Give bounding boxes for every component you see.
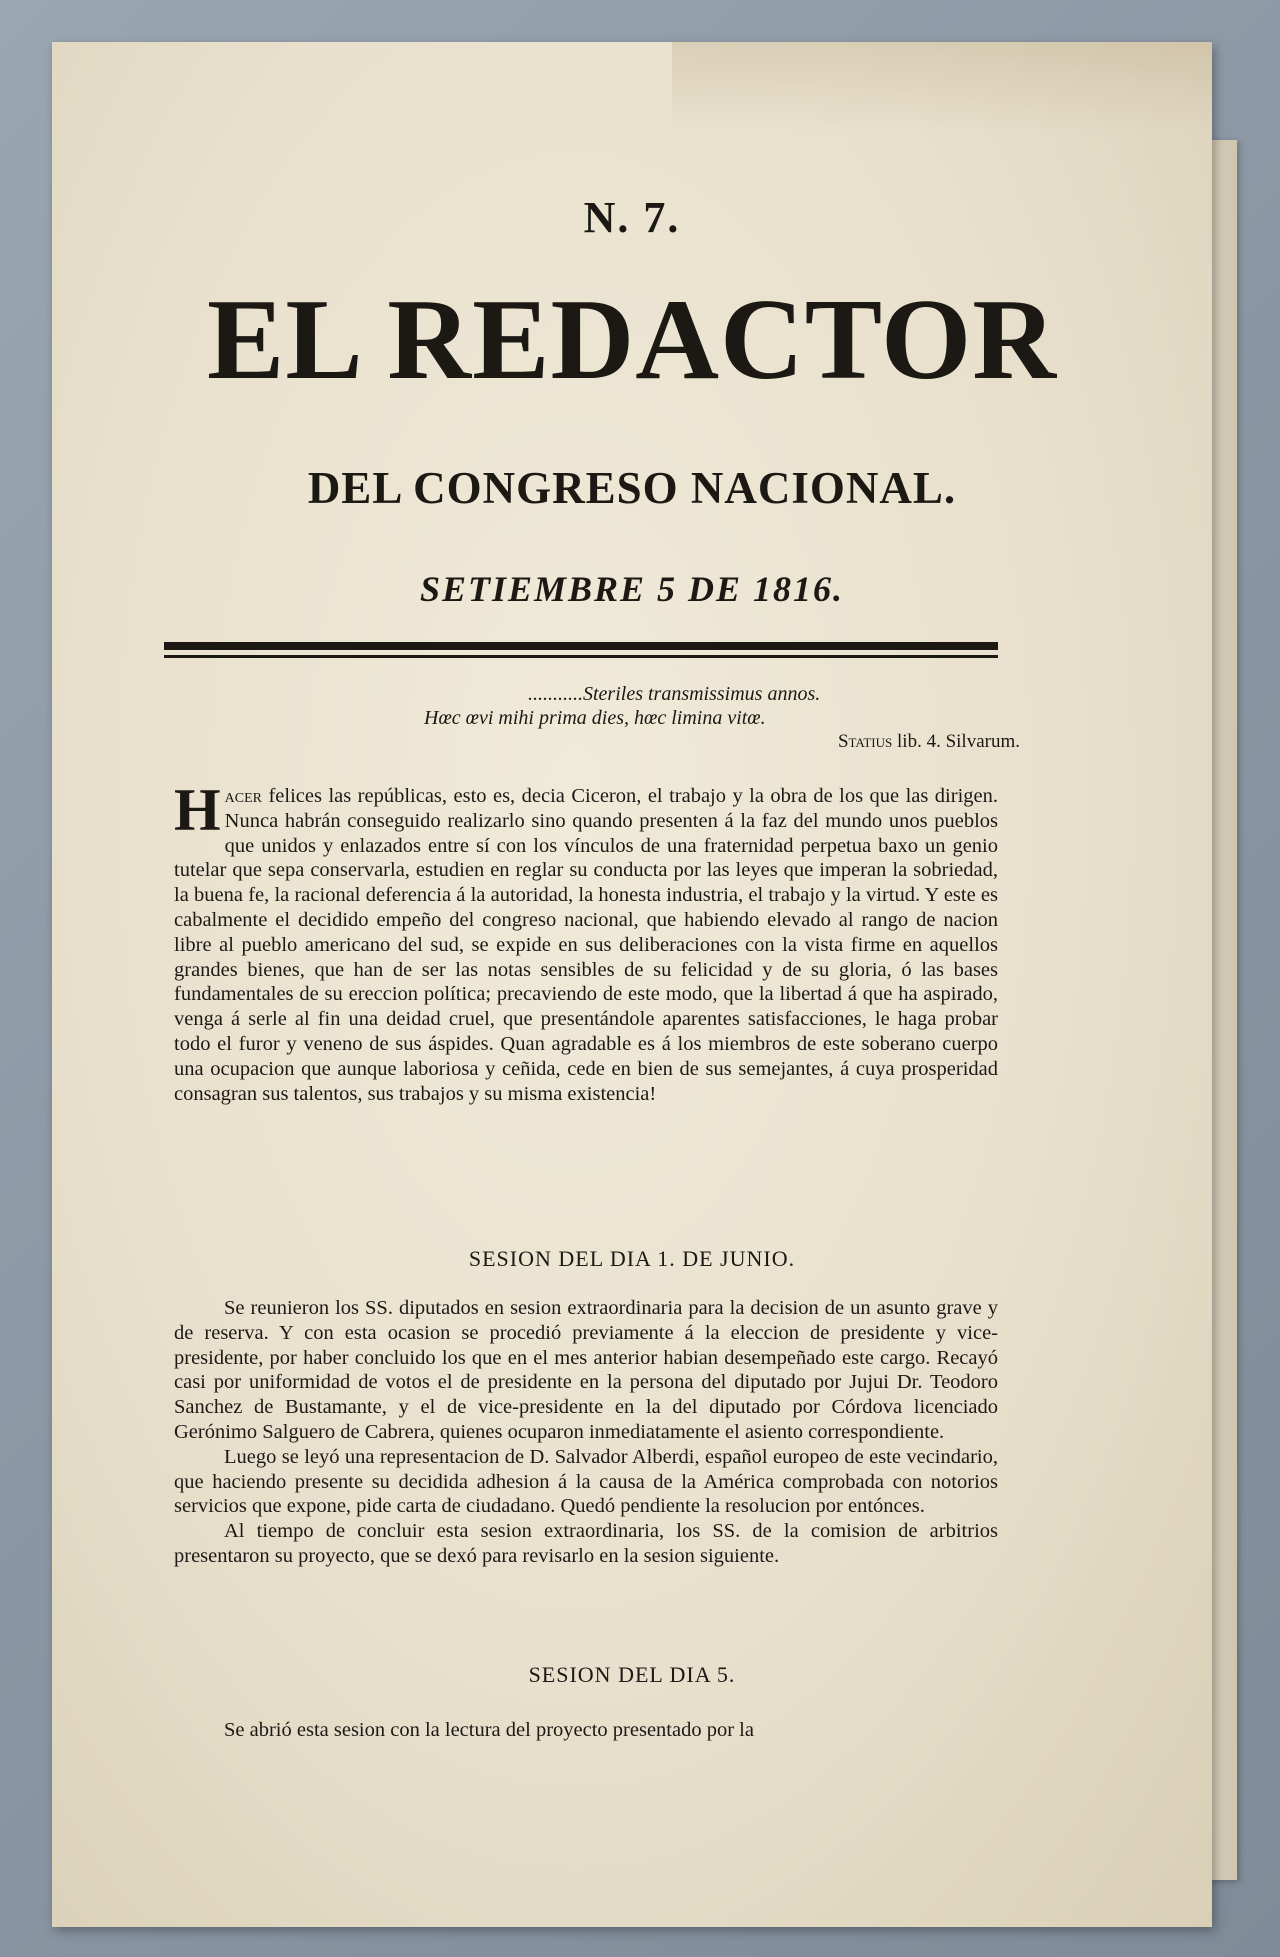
session-1-paragraph: Luego se leyó una representacion de D. Salvador Alberdi, español europeo de este vecindario, que haciendo presente su decidida adhesion á la causa de la América comprobada con notorios servicios que expone, pide carta de ciudadano. Quedó pendiente la resolucion por entónces. [174, 1445, 998, 1518]
session-2-body [174, 1718, 998, 1743]
session-1-paragraph: Se reunieron los SS. diputados en sesion extraordinaria para la decision de un asunto grave y de reserva. Y con esta ocasion se procedió previamente á la eleccion de presidente y vice-presidente, por haber concluido los que en el mes anterior habian desempeñado este cargo. Recayó casi por uniformidad de votos el de presidente en la persona del diputado por Jujui Dr. Teodoro Sanchez de Bustamante, y el de vice-presidente en la del diputado por Córdova licenciado Gerónimo Salguero de Cabrera, quienes ocuparon inmediatamente el asiento correspondiente. [174, 1297, 998, 1443]
session-1-heading: SESION DEL DIA 1. DE JUNIO. [468, 1246, 796, 1271]
session-1-body [174, 1296, 998, 1569]
issue-date: SETIEMBRE 5 DE 1816. [419, 569, 845, 609]
epigraph-work: lib. 4. Silvarum. [897, 731, 1020, 752]
issue-number: N. 7. [583, 193, 681, 242]
double-rule-thick [164, 642, 998, 650]
session-2-paragraph: Se abrió esta sesion con la lectura del proyecto presentado por la [224, 1719, 754, 1741]
intro-text: felices las repúblicas, esto es, decia Ciceron, el trabajo y la obra de los que las dirigen. Nunca habrán conseguido realizarlo sino quando presenten á la faz del mundo unos pueblos que unidos y enlazados entre sí con los vínculos de una fraternidad perpetua baxo un genio tutelar que sepa conservarla, estudien en reglar su conducta por las leyes que imperan la sobriedad, la buena fe, la racional deferencia á la autoridad, la honesta industria, el trabajo y la virtud. Y este es cabalmente el decidido empeño del congreso nacional, que habiendo elevado al rango de nacion libre al pueblo americano del sud, se expide en sus deliberaciones con la vista firme en aquellos grandes bienes, que han de ser las notas sensibles de su felicidad y de su gloria, ó las bases fundamentales de su ereccion política; precaviendo de este modo, que la libertad á que ha aspirado, venga á serle al fin una deidad cruel, que presentándole aparentes satisfacciones, le haga probar todo el furor y veneno de sus áspides. Quan agradable es á los miembros de este soberano cuerpo una ocupacion que aunque laboriosa y ceñida, cede en bien de sus semejantes, á cuya prosperidad consagran sus talentos, sus trabajos y su misma existencia! [174, 785, 998, 1105]
masthead-title: EL REDACTOR [206, 276, 1058, 404]
epigraph-attribution [352, 730, 1020, 754]
intro-paragraph [174, 777, 998, 1106]
masthead-subtitle: DEL CONGRESO NACIONAL. [307, 463, 957, 513]
epigraph-line-1: ...........Steriles transmissimus annos. [528, 683, 821, 705]
double-rule-thin [164, 655, 998, 658]
session-2-heading: SESION DEL DIA 5. [528, 1662, 736, 1687]
epigraph-author: Statius [837, 731, 893, 752]
newspaper-page [52, 42, 1212, 1927]
first-word-rest: acer [224, 785, 263, 807]
drop-cap: H [174, 777, 221, 843]
epigraph-line-2: Hœc œvi mihi prima dies, hœc limina vitœ. [424, 707, 766, 729]
epigraph [352, 682, 1020, 754]
session-1-paragraph: Al tiempo de concluir esta sesion extraordinaria, los SS. de la comision de arbitrios presentaron su proyecto, que se dexó para revisarlo en la sesion siguiente. [174, 1520, 998, 1567]
